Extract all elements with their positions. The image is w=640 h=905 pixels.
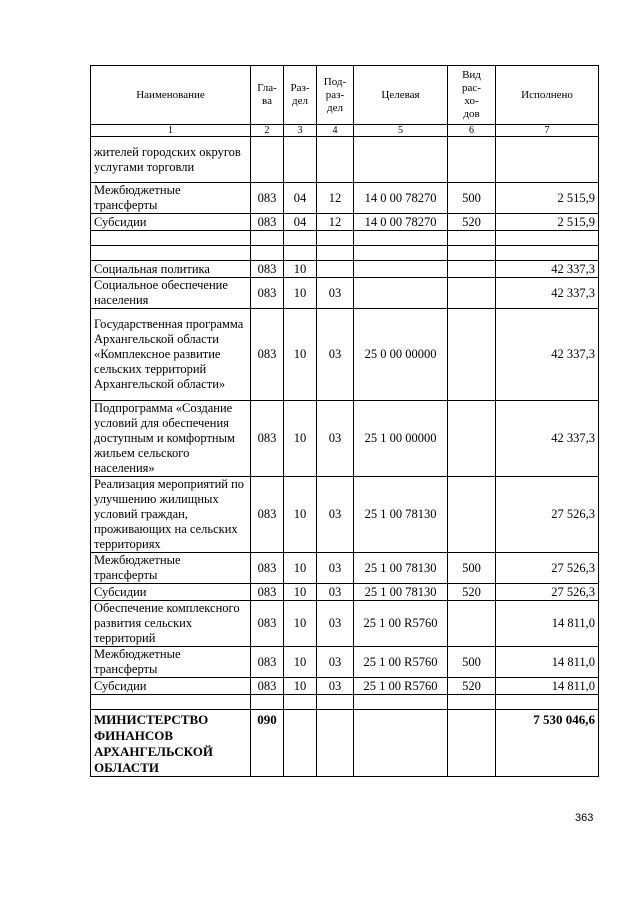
cell-name: Обеспечение комплексного развития сельских территорий <box>91 601 251 647</box>
cell-razdel <box>284 246 317 261</box>
cell-vid: 500 <box>448 183 496 214</box>
cell-name: МИНИСТЕРСТВО ФИНАНСОВ АРХАНГЕЛЬСКОЙ ОБЛАСТИ <box>91 710 251 777</box>
cell-ispolneno <box>496 695 599 710</box>
cell-celevaya <box>354 710 448 777</box>
cell-podrazdel <box>317 710 354 777</box>
cell-name <box>91 246 251 261</box>
cell-celevaya: 25 1 00 78130 <box>354 553 448 584</box>
cell-vid <box>448 261 496 278</box>
header-podrazdel: Под- раз- дел <box>317 66 354 125</box>
cell-name: Субсидии <box>91 584 251 601</box>
cell-ispolneno: 14 811,0 <box>496 647 599 678</box>
cell-podrazdel: 12 <box>317 214 354 231</box>
cell-celevaya: 25 1 00 78130 <box>354 477 448 553</box>
cell-celevaya <box>354 231 448 246</box>
table-row <box>91 584 599 601</box>
table-row <box>91 477 599 553</box>
header-name: Наименование <box>91 66 251 125</box>
cell-name <box>91 695 251 710</box>
cell-name: Социальная политика <box>91 261 251 278</box>
cell-name: Межбюджетные трансферты <box>91 647 251 678</box>
cell-ispolneno <box>496 231 599 246</box>
cell-ispolneno: 27 526,3 <box>496 553 599 584</box>
table-row <box>91 246 599 261</box>
header-glava: Гла- ва <box>251 66 284 125</box>
cell-vid <box>448 695 496 710</box>
cell-name <box>91 231 251 246</box>
cell-razdel <box>284 231 317 246</box>
cell-celevaya: 25 0 00 00000 <box>354 309 448 401</box>
cell-podrazdel <box>317 137 354 183</box>
cell-ispolneno: 7 530 046,6 <box>496 710 599 777</box>
cell-razdel: 04 <box>284 214 317 231</box>
cell-celevaya: 25 1 00 00000 <box>354 401 448 477</box>
cell-celevaya <box>354 137 448 183</box>
cell-razdel: 10 <box>284 584 317 601</box>
table-row <box>91 678 599 695</box>
budget-table <box>90 65 599 777</box>
cell-podrazdel: 03 <box>317 584 354 601</box>
cell-glava <box>251 231 284 246</box>
column-number-row <box>91 125 599 137</box>
cell-ispolneno: 2 515,9 <box>496 214 599 231</box>
table-row <box>91 401 599 477</box>
cell-glava: 083 <box>251 553 284 584</box>
cell-vid <box>448 601 496 647</box>
cell-glava: 083 <box>251 647 284 678</box>
table-row <box>91 695 599 710</box>
column-number: 6 <box>448 125 496 137</box>
cell-ispolneno: 42 337,3 <box>496 278 599 309</box>
cell-celevaya: 14 0 00 78270 <box>354 183 448 214</box>
cell-vid: 520 <box>448 214 496 231</box>
cell-glava <box>251 137 284 183</box>
header-celevaya: Целевая <box>354 66 448 125</box>
table-row <box>91 309 599 401</box>
cell-celevaya <box>354 278 448 309</box>
cell-celevaya: 14 0 00 78270 <box>354 214 448 231</box>
header-razdel: Раз- дел <box>284 66 317 125</box>
header-vid-rashodov: Вид рас- хо- дов <box>448 66 496 125</box>
cell-glava <box>251 246 284 261</box>
column-number: 4 <box>317 125 354 137</box>
column-number: 5 <box>354 125 448 137</box>
cell-podrazdel: 03 <box>317 553 354 584</box>
cell-razdel: 10 <box>284 601 317 647</box>
cell-glava: 083 <box>251 584 284 601</box>
cell-glava: 083 <box>251 183 284 214</box>
header-ispolneno: Исполнено <box>496 66 599 125</box>
cell-glava: 083 <box>251 678 284 695</box>
cell-glava: 083 <box>251 401 284 477</box>
cell-celevaya: 25 1 00 R5760 <box>354 647 448 678</box>
cell-ispolneno <box>496 246 599 261</box>
cell-ispolneno: 42 337,3 <box>496 309 599 401</box>
cell-ispolneno <box>496 137 599 183</box>
cell-glava: 083 <box>251 601 284 647</box>
cell-vid: 500 <box>448 553 496 584</box>
cell-podrazdel: 03 <box>317 601 354 647</box>
table-row <box>91 183 599 214</box>
cell-ispolneno: 14 811,0 <box>496 601 599 647</box>
table-header-row <box>91 66 599 125</box>
cell-podrazdel: 03 <box>317 278 354 309</box>
cell-podrazdel: 03 <box>317 678 354 695</box>
cell-podrazdel <box>317 246 354 261</box>
cell-ispolneno: 27 526,3 <box>496 477 599 553</box>
cell-podrazdel <box>317 231 354 246</box>
cell-name: Реализация мероприятий по улучшению жилищных условий граждан, проживающих на сельских территориях <box>91 477 251 553</box>
cell-vid <box>448 309 496 401</box>
cell-ispolneno: 27 526,3 <box>496 584 599 601</box>
cell-glava <box>251 695 284 710</box>
cell-celevaya: 25 1 00 R5760 <box>354 678 448 695</box>
cell-glava: 083 <box>251 261 284 278</box>
cell-celevaya <box>354 261 448 278</box>
cell-razdel: 10 <box>284 261 317 278</box>
cell-razdel: 10 <box>284 477 317 553</box>
cell-razdel: 10 <box>284 309 317 401</box>
cell-vid <box>448 477 496 553</box>
table-row <box>91 601 599 647</box>
table-row <box>91 647 599 678</box>
cell-name: жителей городских округов услугами торговли <box>91 137 251 183</box>
cell-vid: 500 <box>448 647 496 678</box>
table-row <box>91 261 599 278</box>
cell-vid <box>448 231 496 246</box>
table-row <box>91 553 599 584</box>
cell-razdel: 04 <box>284 183 317 214</box>
cell-ispolneno: 42 337,3 <box>496 261 599 278</box>
cell-name: Социальное обеспечение населения <box>91 278 251 309</box>
cell-podrazdel <box>317 261 354 278</box>
cell-vid: 520 <box>448 584 496 601</box>
cell-ispolneno: 2 515,9 <box>496 183 599 214</box>
cell-name: Межбюджетные трансферты <box>91 183 251 214</box>
cell-glava: 083 <box>251 477 284 553</box>
cell-name: Субсидии <box>91 214 251 231</box>
cell-glava: 090 <box>251 710 284 777</box>
cell-celevaya: 25 1 00 78130 <box>354 584 448 601</box>
column-number: 2 <box>251 125 284 137</box>
column-number: 7 <box>496 125 599 137</box>
cell-podrazdel: 03 <box>317 477 354 553</box>
cell-glava: 083 <box>251 309 284 401</box>
cell-vid <box>448 401 496 477</box>
cell-name: Межбюджетные трансферты <box>91 553 251 584</box>
cell-vid <box>448 246 496 261</box>
cell-podrazdel <box>317 695 354 710</box>
cell-name: Государственная программа Архангельской области «Комплексное развитие сельских территорий Архангельской области» <box>91 309 251 401</box>
cell-razdel <box>284 695 317 710</box>
cell-razdel: 10 <box>284 278 317 309</box>
cell-podrazdel: 03 <box>317 309 354 401</box>
cell-name: Подпрограмма «Создание условий для обеспечения доступным и комфортным жильем сельского населения» <box>91 401 251 477</box>
cell-razdel <box>284 137 317 183</box>
cell-razdel: 10 <box>284 647 317 678</box>
column-number: 1 <box>91 125 251 137</box>
cell-celevaya: 25 1 00 R5760 <box>354 601 448 647</box>
cell-podrazdel: 12 <box>317 183 354 214</box>
table-row <box>91 137 599 183</box>
page-number: 363 <box>575 812 594 824</box>
cell-razdel <box>284 710 317 777</box>
cell-razdel: 10 <box>284 553 317 584</box>
cell-vid: 520 <box>448 678 496 695</box>
cell-name: Субсидии <box>91 678 251 695</box>
cell-podrazdel: 03 <box>317 401 354 477</box>
cell-glava: 083 <box>251 214 284 231</box>
cell-vid <box>448 278 496 309</box>
cell-razdel: 10 <box>284 401 317 477</box>
cell-glava: 083 <box>251 278 284 309</box>
cell-podrazdel: 03 <box>317 647 354 678</box>
cell-celevaya <box>354 246 448 261</box>
table-row <box>91 278 599 309</box>
column-number: 3 <box>284 125 317 137</box>
cell-razdel: 10 <box>284 678 317 695</box>
cell-ispolneno: 14 811,0 <box>496 678 599 695</box>
cell-ispolneno: 42 337,3 <box>496 401 599 477</box>
cell-vid <box>448 710 496 777</box>
table-row <box>91 214 599 231</box>
table-row <box>91 710 599 777</box>
cell-celevaya <box>354 695 448 710</box>
table-row <box>91 231 599 246</box>
cell-vid <box>448 137 496 183</box>
